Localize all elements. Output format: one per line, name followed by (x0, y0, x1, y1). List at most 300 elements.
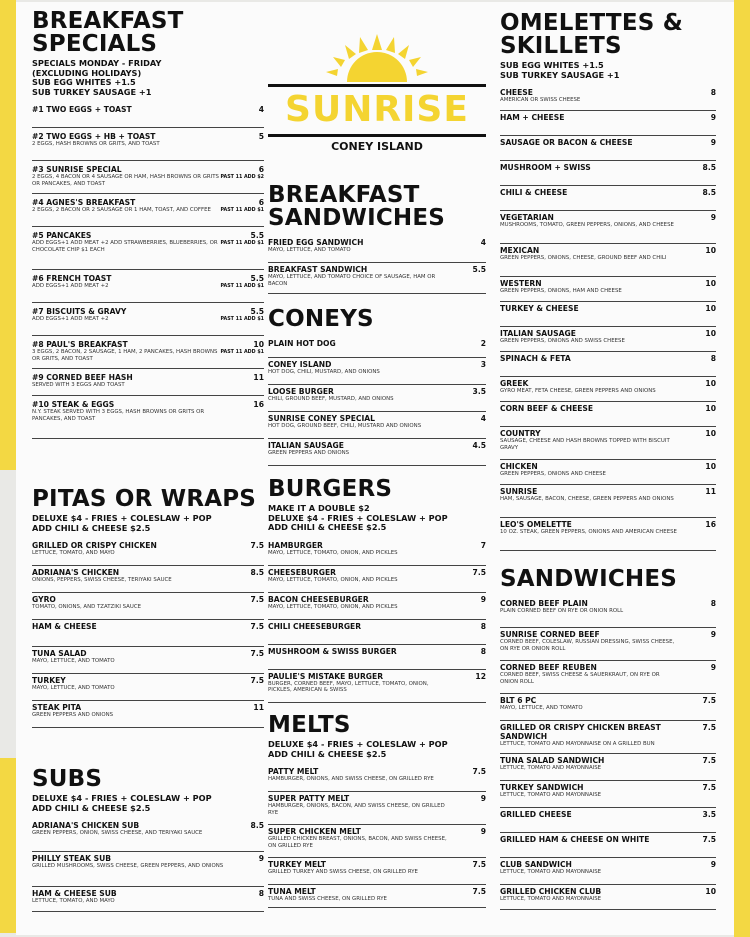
menu-item (500, 835, 716, 858)
item-description: GREEN PEPPERS, ONIONS, CHEESE, GROUND BEEF AND CHILI (500, 255, 667, 261)
menu-item (500, 520, 716, 551)
item-name: FRIED EGG SANDWICH (268, 238, 364, 247)
item-surcharge: PAST 11 ADD $2 (220, 175, 264, 180)
menu-item (32, 274, 264, 303)
item-price: 10 (705, 304, 716, 313)
item-price: 7.5 (472, 567, 486, 577)
item-description: TOMATO, ONIONS, AND TZATZIKI SAUCE (32, 604, 141, 610)
item-name: MUSHROOM & SWISS BURGER (268, 646, 397, 656)
item-price: 10 (705, 462, 716, 471)
section-note: DELUXE $4 - FRIES + COLESLAW + POP (32, 513, 212, 523)
item-description: GRILLED MUSHROOMS, SWISS CHEESE, GREEN PEPPERS, AND ONIONS (32, 863, 224, 869)
item-price: 10 (705, 279, 716, 288)
item-name: #2 TWO EGGS + HB + TOAST (32, 132, 156, 141)
menu-item (500, 756, 716, 781)
menu-item (32, 105, 264, 128)
item-description: CORNED BEEF, COLESLAW, RUSSIAN DRESSING, SWISS CHEESE, ON RYE OR ONION ROLL (500, 639, 675, 652)
item-name: #10 STEAK & EGGS (32, 400, 115, 409)
menu-item (500, 329, 716, 352)
item-description: GRILLED CHICKEN BREAST, ONIONS, BACON, AND SWISS CHEESE, ON GRILLED RYE (268, 836, 447, 849)
menu-item (32, 373, 264, 396)
menu-item (32, 132, 264, 161)
menu-item (500, 88, 716, 111)
item-name: #9 CORNED BEEF HASH (32, 373, 133, 382)
menu-item (500, 663, 716, 694)
item-name: TURKEY (32, 676, 66, 685)
menu-page (16, 2, 734, 935)
item-price: 9 (480, 827, 486, 836)
item-name: CHEESE (500, 88, 533, 97)
menu-item (268, 794, 486, 825)
menu-item (500, 379, 716, 402)
item-description: MAYO, LETTUCE, TOMATO, ONION, AND PICKLES (268, 603, 398, 610)
item-name: PATTY MELT (268, 767, 319, 776)
item-name: HAMBURGER (268, 540, 323, 550)
item-name: #8 PAUL'S BREAKFAST (32, 340, 128, 349)
menu-item (32, 889, 264, 912)
item-name: #3 SUNRISE SPECIAL (32, 165, 122, 174)
section-title: SUBS (32, 766, 103, 792)
item-name: GRILLED OR CRISPY CHICKEN BREAST SANDWICH (500, 723, 661, 741)
item-price: 11 (253, 373, 264, 382)
menu-item (500, 304, 716, 327)
item-description: GREEN PEPPERS AND ONIONS (32, 712, 114, 718)
section-note: SUB EGG WHITES +1.5 (500, 60, 604, 70)
menu-item (32, 595, 264, 620)
menu-item (268, 647, 486, 670)
section-title: BREAKFAST SPECIALS (32, 8, 184, 57)
item-name: CHICKEN (500, 462, 538, 471)
item-price: 8.5 (702, 163, 716, 172)
menu-item (268, 827, 486, 858)
item-description: HOT DOG, GROUND BEEF, CHILI, MUSTARD AND ONIONS (268, 423, 422, 429)
item-description: 2 EGGS, 2 BACON OR 2 SAUSAGE OR 1 HAM, TOAST, AND COFFEE (32, 207, 211, 213)
section-note: DELUXE $4 - FRIES + COLESLAW + POP (32, 793, 212, 803)
item-price: 9 (710, 663, 716, 672)
item-name: SPINACH & FETA (500, 354, 571, 363)
item-price: 7.5 (702, 835, 716, 844)
item-price: 7.5 (472, 860, 486, 869)
item-description: GREEN PEPPERS, ONIONS AND CHEESE (500, 471, 606, 477)
item-description: HAMBURGER, ONIONS, AND SWISS CHEESE, ON GRILLED RYE (268, 776, 434, 782)
item-name: CHEESEBURGER (268, 567, 337, 577)
section-note: ADD CHILI & CHEESE $2.5 (268, 748, 387, 759)
breakfast-specials-section (32, 10, 264, 443)
item-name: #1 TWO EGGS + TOAST (32, 105, 132, 114)
item-name: ITALIAN SAUSAGE (268, 441, 344, 450)
menu-item (500, 487, 716, 518)
item-name: TUNA SALAD (32, 649, 87, 658)
breakfast-sandwiches-section (268, 184, 486, 296)
menu-item (500, 188, 716, 211)
item-description: GREEN PEPPERS AND ONIONS (268, 450, 350, 456)
item-description: BURGER, CORNED BEEF, MAYO, LETTUCE, TOMATO, ONION, PICKLES, AMERICAN & SWISS (268, 680, 429, 694)
item-name: WESTERN (500, 279, 542, 288)
menu-item (32, 676, 264, 701)
section-title: BREAKFAST SANDWICHES (268, 182, 446, 231)
brand-name: SUNRISE (285, 89, 469, 130)
item-description: GREEN PEPPERS, ONION, SWISS CHEESE, AND TERIYAKI SAUCE (32, 830, 203, 836)
item-name: CHILI & CHEESE (500, 188, 568, 197)
section-title: PITAS OR WRAPS (32, 486, 257, 512)
item-name: CHILI CHEESEBURGER (268, 621, 362, 631)
item-price: 9 (710, 113, 716, 122)
item-description: GRILLED TURKEY AND SWISS CHEESE, ON GRILLED RYE (268, 869, 418, 875)
right-accent-stripe (734, 0, 750, 937)
menu-item (500, 213, 716, 244)
item-description: TUNA AND SWISS CHEESE, ON GRILLED RYE (268, 896, 387, 902)
section-title: SANDWICHES (500, 566, 678, 592)
menu-item (500, 599, 716, 628)
menu-item (32, 821, 264, 852)
item-name: TUNA MELT (268, 887, 316, 896)
menu-item (500, 354, 716, 377)
melts-section (268, 714, 486, 910)
item-description: MUSHROOMS, TOMATO, GREEN PEPPERS, ONIONS, AND CHEESE (500, 222, 674, 228)
item-price: 9 (258, 854, 264, 863)
menu-item (32, 340, 264, 369)
item-price: 7.5 (472, 887, 486, 896)
item-price: 9 (710, 213, 716, 222)
item-name: CLUB SANDWICH (500, 860, 572, 869)
item-description: PLAIN CORNED BEEF ON RYE OR ONION ROLL (500, 608, 624, 614)
menu-item (32, 165, 264, 194)
item-description: LETTUCE, TOMATO, AND MAYO (32, 898, 115, 904)
item-name: COUNTRY (500, 429, 541, 438)
item-description: AMERICAN OR SWISS CHEESE (500, 97, 581, 103)
item-description: MAYO, LETTUCE, AND TOMATO (32, 658, 115, 664)
item-name: CORNED BEEF PLAIN (500, 599, 588, 608)
item-name: STEAK PITA (32, 703, 82, 712)
item-price: 10 (705, 404, 716, 413)
item-name: #4 AGNES'S BREAKFAST (32, 198, 136, 207)
menu-item (268, 387, 486, 412)
item-price: 10 (705, 887, 716, 896)
item-name: HAM + CHEESE (500, 113, 565, 122)
menu-item (268, 887, 486, 908)
omelettes-section (500, 12, 716, 553)
section-notes (500, 61, 716, 80)
item-price: 12 (475, 671, 486, 681)
item-name: HAM & CHEESE SUB (32, 889, 117, 898)
logo (268, 32, 486, 162)
coneys-section (268, 308, 486, 468)
item-name: SUPER CHICKEN MELT (268, 827, 361, 836)
item-name: GRILLED HAM & CHEESE ON WHITE (500, 835, 650, 844)
brand-subtitle: CONEY ISLAND (331, 140, 423, 153)
item-description: LETTUCE, TOMATO, AND MAYO (32, 550, 115, 556)
menu-item (32, 541, 264, 566)
item-price: 3.5 (702, 810, 716, 819)
left-accent-stripe-bottom (0, 758, 16, 933)
item-price: 7.5 (702, 783, 716, 792)
item-price: 5 (258, 132, 264, 141)
section-note: SUB EGG WHITES +1.5 (32, 77, 136, 87)
item-description: 3 EGGS, 2 BACON, 2 SAUSAGE, 1 HAM, 2 PANCAKES, HASH BROWNS OR GRITS, AND TOAST (32, 349, 218, 362)
item-surcharge: PAST 11 ADD $1 (220, 317, 264, 322)
item-price: 9 (710, 630, 716, 639)
logo-rule (268, 134, 486, 137)
item-name: MUSHROOM + SWISS (500, 163, 591, 172)
item-price: 3.5 (472, 387, 486, 396)
item-price: 16 (253, 400, 264, 409)
menu-item (500, 860, 716, 885)
menu-item (32, 703, 264, 728)
item-name: LOOSE BURGER (268, 387, 334, 396)
left-accent-stripe-top (0, 0, 16, 470)
item-name: TUNA SALAD SANDWICH (500, 756, 605, 765)
section-note: SUB TURKEY SAUSAGE +1 (500, 69, 620, 80)
item-description: ADD EGGS+1 ADD MEAT +2 (32, 283, 109, 289)
menu-item (500, 138, 716, 161)
item-price: 8 (480, 621, 486, 631)
menu-item (500, 887, 716, 910)
section-note: SPECIALS MONDAY - FRIDAY (32, 58, 162, 68)
menu-item (268, 238, 486, 263)
burgers-section (268, 478, 486, 705)
menu-item (500, 723, 716, 754)
item-price: 10 (705, 379, 716, 388)
item-surcharge: PAST 11 ADD $1 (220, 284, 264, 289)
section-note: ADD CHILI & CHEESE $2.5 (32, 802, 151, 813)
menu-item (32, 649, 264, 674)
item-price: 8 (480, 646, 486, 656)
section-notes (32, 59, 264, 97)
item-price: 7.5 (472, 767, 486, 776)
item-price: 3 (480, 360, 486, 369)
section-note: (EXCLUDING HOLIDAYS) (32, 67, 142, 78)
section-title: CONEYS (268, 306, 374, 332)
item-name: SAUSAGE OR BACON & CHEESE (500, 138, 633, 147)
menu-item (268, 595, 486, 620)
item-price: 5.5 (250, 274, 264, 283)
item-surcharge: PAST 11 ADD $1 (220, 208, 264, 213)
menu-item (32, 307, 264, 336)
item-name: GRILLED CHICKEN CLUB (500, 887, 602, 896)
section-title: OMELETTES & SKILLETS (500, 10, 683, 59)
menu-item (500, 462, 716, 485)
item-name: CORNED BEEF REUBEN (500, 663, 597, 672)
item-description: HAMBURGER, ONIONS, BACON, AND SWISS CHEESE, ON GRILLED RYE (268, 803, 445, 816)
item-name: LEO'S OMELETTE (500, 520, 572, 529)
item-name: PAULIE'S MISTAKE BURGER (268, 671, 384, 681)
item-description: CHILI, GROUND BEEF, MUSTARD, AND ONIONS (268, 396, 394, 402)
menu-item (268, 568, 486, 593)
item-price: 2 (480, 339, 486, 348)
item-description: 2 EGGS, HASH BROWNS OR GRITS, AND TOAST (32, 141, 160, 147)
item-description: ADD EGGS+1 ADD MEAT +2 (32, 316, 109, 322)
item-description: LETTUCE, TOMATO AND MAYONNAISE (500, 896, 602, 902)
menu-item (268, 860, 486, 885)
item-name: PHILLY STEAK SUB (32, 854, 112, 863)
item-price: 6 (258, 198, 264, 207)
item-price: 5.5 (472, 265, 486, 274)
section-note: MAKE IT A DOUBLE $2 (268, 503, 370, 513)
menu-item (500, 279, 716, 302)
item-price: 8.5 (250, 821, 264, 830)
section-title: MELTS (268, 712, 351, 738)
menu-item (500, 163, 716, 186)
item-description: LETTUCE, TOMATO AND MAYONNAISE (500, 765, 602, 771)
item-price: 7.5 (250, 595, 264, 604)
item-description: MAYO, LETTUCE, AND TOMATO (268, 247, 351, 253)
item-price: 10 (705, 246, 716, 255)
section-note: DELUXE $4 - FRIES + COLESLAW + POP (268, 739, 448, 749)
item-price: 16 (705, 520, 716, 529)
section-note: SUB TURKEY SAUSAGE +1 (32, 86, 152, 97)
item-price: 7.5 (250, 622, 264, 631)
item-description: MAYO, LETTUCE, AND TOMATO CHOICE OF SAUSAGE, HAM OR BACON (268, 274, 436, 287)
item-name: PLAIN HOT DOG (268, 339, 336, 348)
item-description: HOT DOG, CHILI, MUSTARD, AND ONIONS (268, 369, 380, 375)
item-name: VEGETARIAN (500, 213, 554, 222)
item-price: 11 (705, 487, 716, 496)
menu-item (500, 783, 716, 808)
item-name: GYRO (32, 595, 56, 604)
menu-item (32, 400, 264, 439)
item-price: 10 (253, 340, 264, 349)
item-price: 4.5 (472, 441, 486, 450)
section-notes (32, 514, 264, 533)
section-note: ADD CHILI & CHEESE $2.5 (32, 522, 151, 533)
item-price: 9 (480, 794, 486, 803)
item-description: N.Y. STEAK SERVED WITH 3 EGGS, HASH BROWNS OR GRITS OR PANCAKES, AND TOAST (32, 409, 205, 422)
item-name: ITALIAN SAUSAGE (500, 329, 576, 338)
item-surcharge: PAST 11 ADD $1 (220, 241, 264, 246)
item-name: #5 PANCAKES (32, 231, 92, 240)
item-name: MEXICAN (500, 246, 540, 255)
item-description: GREEN PEPPERS, ONIONS AND SWISS CHEESE (500, 338, 625, 344)
menu-item (32, 568, 264, 593)
item-name: #7 BISCUITS & GRAVY (32, 307, 127, 316)
item-price: 9 (480, 594, 486, 604)
item-price: 8 (258, 889, 264, 898)
item-name: TURKEY MELT (268, 860, 326, 869)
item-price: 7.5 (702, 696, 716, 705)
item-description: GYRO MEAT, FETA CHEESE, GREEN PEPPERS AND ONIONS (500, 388, 656, 394)
item-price: 8 (710, 354, 716, 363)
menu-item (500, 696, 716, 721)
item-name: ADRIANA'S CHICKEN (32, 568, 120, 577)
item-surcharge: PAST 11 ADD $1 (220, 350, 264, 355)
item-price: 6 (258, 165, 264, 174)
item-name: TURKEY & CHEESE (500, 304, 579, 313)
item-description: LETTUCE, TOMATO AND MAYONNAISE (500, 869, 602, 875)
item-name: GRILLED CHEESE (500, 810, 572, 819)
menu-item (268, 672, 486, 703)
item-name: BLT 6 PC (500, 696, 537, 705)
item-price: 9 (710, 860, 716, 869)
item-name: CONEY ISLAND (268, 360, 332, 369)
menu-item (32, 854, 264, 887)
item-name: TURKEY SANDWICH (500, 783, 584, 792)
item-price: 5.5 (250, 231, 264, 240)
section-note: DELUXE $4 - FRIES + COLESLAW + POP (268, 512, 448, 523)
item-price: 9 (710, 138, 716, 147)
item-name: SUNRISE CORNED BEEF (500, 630, 600, 639)
sandwiches-section (500, 568, 716, 912)
menu-item (32, 231, 264, 270)
menu-item (500, 429, 716, 460)
pitas-section (32, 488, 264, 730)
menu-item (32, 198, 264, 227)
item-price: 7.5 (250, 541, 264, 550)
item-description: CORNED BEEF, SWISS CHEESE & SAUERKRAUT, ON RYE OR ONION ROLL (500, 672, 660, 685)
item-description: HAM, SAUSAGE, BACON, CHEESE, GREEN PEPPERS AND ONIONS (500, 496, 674, 502)
section-notes (32, 794, 264, 813)
item-name: BREAKFAST SANDWICH (268, 265, 368, 274)
item-description: ADD EGGS+1 ADD MEAT +2 ADD STRAWBERRIES, BLUEBERRIES, OR CHOCOLATE CHIP $1 EACH (32, 240, 218, 253)
item-price: 7 (480, 540, 486, 550)
item-description: ONIONS, PEPPERS, SWISS CHEESE, TERIYAKI SAUCE (32, 577, 172, 583)
item-name: ADRIANA'S CHICKEN SUB (32, 821, 140, 830)
menu-item (500, 630, 716, 661)
item-price: 7.5 (250, 676, 264, 685)
item-price: 4 (480, 238, 486, 247)
section-notes (268, 740, 486, 759)
menu-item (268, 767, 486, 792)
item-name: SUPER PATTY MELT (268, 794, 350, 803)
section-title: BURGERS (268, 476, 393, 502)
item-price: 4 (258, 105, 264, 114)
item-description: LETTUCE, TOMATO AND MAYONNAISE (500, 792, 602, 798)
item-name: GREEK (500, 379, 529, 388)
item-name: CORN BEEF & CHEESE (500, 404, 594, 413)
menu-item (268, 541, 486, 566)
item-price: 8.5 (250, 568, 264, 577)
menu-item (500, 404, 716, 427)
item-description: MAYO, LETTUCE, TOMATO, ONION, AND PICKLES (268, 549, 398, 556)
sun-icon (268, 32, 486, 92)
item-price: 5.5 (250, 307, 264, 316)
menu-item (500, 246, 716, 277)
item-price: 4 (480, 414, 486, 423)
item-description: MAYO, LETTUCE, AND TOMATO (32, 685, 115, 691)
subs-section (32, 768, 264, 914)
item-price: 8 (710, 88, 716, 97)
item-description: MAYO, LETTUCE, AND TOMATO (500, 705, 583, 711)
menu-item (500, 113, 716, 136)
item-price: 10 (705, 329, 716, 338)
item-description: SAUSAGE, CHEESE AND HASH BROWNS TOPPED WITH BISCUIT GRAVY (500, 438, 670, 451)
section-note: ADD CHILI & CHEESE $2.5 (268, 522, 387, 532)
item-description: 10 OZ. STEAK, GREEN PEPPERS, ONIONS AND AMERICAN CHEESE (500, 529, 677, 535)
item-price: 7.5 (250, 649, 264, 658)
item-name: SUNRISE (500, 487, 538, 496)
menu-item (268, 265, 486, 294)
item-name: HAM & CHEESE (32, 622, 97, 631)
item-price: 8 (710, 599, 716, 608)
item-name: #6 FRENCH TOAST (32, 274, 112, 283)
item-price: 11 (253, 703, 264, 712)
menu-item (268, 622, 486, 645)
item-description: LETTUCE, TOMATO AND MAYONNAISE ON A GRILLED BUN (500, 741, 655, 747)
item-price: 8.5 (702, 188, 716, 197)
menu-item (32, 622, 264, 647)
item-description: 2 EGGS, 4 BACON OR 4 SAUSAGE OR HAM, HASH BROWNS OR GRITS OR PANCAKES, AND TOAST (32, 174, 219, 187)
item-name: GRILLED OR CRISPY CHICKEN (32, 541, 157, 550)
menu-item (268, 441, 486, 466)
item-price: 7.5 (702, 723, 716, 732)
item-price: 10 (705, 429, 716, 438)
menu-item (268, 414, 486, 439)
item-description: SERVED WITH 3 EGGS AND TOAST (32, 382, 125, 388)
menu-item (268, 339, 486, 358)
item-description: GREEN PEPPERS, ONIONS, HAM AND CHEESE (500, 288, 622, 294)
item-name: SUNRISE CONEY SPECIAL (268, 414, 376, 423)
item-name: BACON CHEESEBURGER (268, 594, 369, 604)
menu-item (500, 810, 716, 833)
